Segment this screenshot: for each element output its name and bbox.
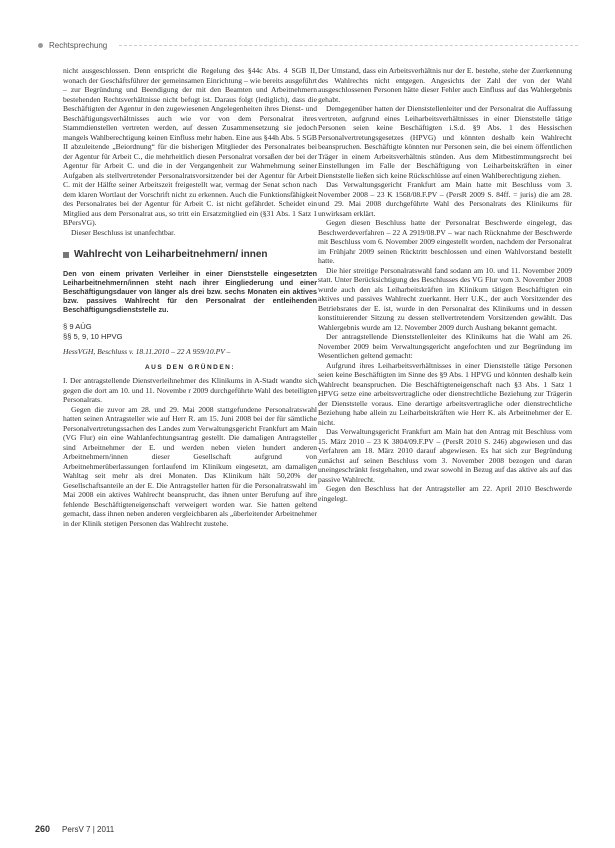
paragraph: I. Der antragstellende Dienstverleihnehmer des Klinikums in A-Stadt wandte sich gegen die dort am 10. und 11. Novembe r 2009 durchgeführte Wahl des beteiligten Personalrats.: [63, 376, 317, 404]
norms-list: [63, 322, 317, 341]
paragraph: Dieser Beschluss ist unanfechtbar.: [71, 227, 176, 237]
square-bullet-icon: [63, 252, 69, 258]
running-header: [38, 38, 578, 52]
paragraph: Gegen diesen Beschluss hatte der Personalrat Beschwerde eingelegt, das Beschwerdeverfahren – 22 A 2919/08.PV – war nach Rücknahme der Beschwerde mit Beschluss vom 6. November 2009 eingestellt worden, nachdem der Personalrat im Frühjahr 2009 seinen Rücktritt beschlossen und einen Wahlvorstand bestellt hatte.: [318, 218, 572, 265]
norm: §§ 5, 9, 10 HPVG: [63, 331, 123, 341]
header-rule: [119, 44, 578, 46]
paragraph: nicht ausgeschlossen. Denn entspricht die Regelung des §44c Abs. 4 SGB II, wonach der Geschäftsführer der gemeinsamen Einrichtung – wie bereits ausgeführt – zur Begründung und Beendigung der mit den Beamten und Arbeitnehmern bestehenden Rechtsverhältnisse nicht befugt ist. Daraus folgt (lediglich), dass die Beschäftigten der Agentur in den zugewiesenen Angelegenheiten ihres Dienst- und Beschäftigungsverhältnisses auch wie vor von dem Personalrat ihres Stammdienstellen vertreten werden, auf dessen Zusammensetzung sie jedoch mangels Wahlberechtigung keinen Einfluss mehr haben. Eine aus §44h Abs. 5 SGB II abzuleitende „Beiordnung“ für die bisherigen Mitglieder des Personalrates bei der Agentur für Arbeit C., die mehrheitlich diesen Personalrat vorsaßen der bei der Agentur für Arbeit C. und die in der Vergangenheit zur Wahrnehmung seiner Aufgaben als stellvertretender Personalratsvorsitzender bei der Agentur für Arbeit C. mit der Hälfte seiner Arbeitszeit freigestellt war, vermag der Senat schon nach dem klaren Wortlaut der Vorschrift nicht zu erkennen. Auch die Funktionsfähigkeit des Personalrates bei der Agentur für Arbeit C. ist nicht gefährdet. Scheidet ein Mitglied aus dem Personalrat aus, so tritt ein Ersatzmitglied ein (§31 Abs. 1 Satz 1 BPersVG).: [63, 66, 317, 227]
page-number: 260: [35, 824, 51, 834]
paragraph: Der Umstand, dass ein Arbeitsverhältnis nur der E. bestehe, stehe der Zuerkennung des Wahlrechts nicht entgegen. Angesichts der Zahl der von der Wahl ausgeschlossenen Personen hätte dieser Fehler auch Einfluss auf das Wahlergebnis gehabt.: [318, 66, 572, 104]
journal-issue: PersV 7 | 2011: [62, 825, 115, 834]
section-heading: [63, 249, 317, 261]
paragraph: Die hier streitige Personalratswahl fand sodann am 10. und 11. November 2009 statt. Unter Berücksichtigung des Beschlusses des VG Flur vom 3. November 2008 wurde auch den als Leiharbeitskräften im Klinikum tätigen Beschäftigten ein aktives und passives Wahlrecht zuerkannt. Herr U.K., der auch Vorsitzender des Betriebsrates der E. ist, wurde in den Personalrat des Klinikums und in dessen konstituierender Sitzung zu dessen stellvertretendem Vorsitzenden gewählt. Das Wahlergebnis wurde am 12. November 2009 durch Aushang bekannt gemacht.: [318, 265, 572, 332]
paragraph: Das Verwaltungsgericht Frankfurt am Main hatte mit Beschluss vom 3. November 2008 – 23 K 1568/08.F.PV – (PersR 2009 S. 84ff. = juris) die am 28. und 29. Mai 2008 durchgeführte Wahl des Personalrats des Klinikums für unwirksam erklärt.: [318, 180, 572, 218]
paragraph: Das Verwaltungsgericht Frankfurt am Main hat den Antrag mit Beschluss vom 15. März 2010 – 23 K 3804/09.F.PV – (PersR 2010 S. 246) abgewiesen und das Verfahren am 18. März 2010 darauf abgewiesen. Es hat sich zur Begründung zunächst auf seinen Beschluss vom 3. November 2008 bezogen und daran uneingeschränkt festgehalten, und zwar sowohl in Bezug auf das aktive als auf das passive Wahlrecht.: [318, 427, 572, 484]
section-label: Rechtsprechung: [49, 40, 108, 50]
grounds-heading: AUS DEN GRÜNDEN:: [144, 363, 236, 371]
section-title: Wahlrecht von Leiharbeitnehmern/ innen: [74, 249, 268, 260]
paragraph: Gegen den Beschluss hat der Antragsteller am 22. April 2010 Beschwerde eingelegt.: [318, 484, 572, 503]
court-citation: HessVGH, Beschluss v. 18.11.2010 – 22 A 959/10.PV –: [63, 347, 231, 356]
paragraph: Der antragstellende Dienststellenleiter des Klinikums hat die Wahl am 26. November 2009 beim Verwaltungsgericht angefochten und zur Begründung im Wesentlichen geltend gemacht:: [318, 332, 572, 360]
paragraph: Aufgrund ihres Leiharbeitsverhältnisses in einer Dienststelle tätige Personen seien keine Beschäftigten im Sinne des §9 Abs. 1 HPVG und könnten deshalb kein Wahlrecht beanspruchen. Die Beschäftigteneigenschaft nach §3 Abs. 1 Satz 1 HPVG setze eine arbeitsvertragliche oder dienstrechtliche Beziehung zur Trägerin der Dienststelle voraus. Eine derartige arbeitsvertragliche oder dienstrechtliche Beziehung habe allein zu Leiharbeitskräften wie Herr K. als Arbeitnehmer der E. nicht.: [318, 360, 572, 427]
headnote: Den von einem privaten Verleiher in einer Dienststelle eingesetzten Leiharbeitnehmern/innen steht nach ihrer Eingliederung und einer Beschäftigungsdauer von länger als drei bzw. sechs Monaten ein aktives bzw. passives Wahlrecht für den Personalrat der entleihenden Beschäftigungsdienststelle zu.: [63, 269, 317, 314]
bullet-icon: [38, 43, 43, 48]
paragraph: Gegen die zuvor am 28. und 29. Mai 2008 stattgefundene Personalratswahl hatten seinen Antragsteller wie auf Herr R. am 15. Juni 2008 bei der für sämtliche Personalvertretungssachen des Landes zum Verwaltungsgericht Frankfurt am Main (VG Flur) ein eine Wahlanfechtungsantrag gestellt. Die damaligen Antragsteller sind Arbeitnehmer der E. und werden neben vielen hundert anderen Arbeitnehmern/innen dieser Gesellschaft aufgrund von Arbeitnehmerüberlassungen fortlaufend im Klinikum eingesetzt, am damaligen Wahltag seit mehr als drei Monaten. Das Klinikum hält 50,20% der Gesellschaftsanteile an der E. Die Antragsteller hatten für die Personalratswahl im Mai 2008 ein aktives Wahlrecht beansprucht, das ihnen unter Berufung auf ihre fehlende Beschäftigteneigenschaft verweigert worden war. Sie hatten geltend gemacht, dass ihnen neben anderen vergleichbaren als „überleitender Arbeitnehmer in der Klinik stetigen Personen das Wahlrecht zustehe.: [63, 404, 317, 528]
norm: § 9 AÜG: [63, 322, 92, 331]
paragraph: Demgegenüber hatten der Dienststellenleiter und der Personalrat die Auffassung vertreten, aufgrund eines Leiharbeitsverhältnisses in einer Dienststelle tätige Personen seien keine Beschäftigten i.S.d. §9 Abs. 1 des Hessischen Personalvertretungsgesetzes (HPVG) und könnten deshalb kein Wahlrecht beanspruchen. Beschäftigte könnten nur Personen sein, die bei einem öffentlichen Träger in einem Arbeitsverhältnis stünden. Aus dem Mitbestimmungsrecht bei Einstellungen im Falle der Beschäftigung von Leiharbeitskräften in einer Dienststelle ließen sich keine Rückschlüsse auf einen Wahlberechtigung ziehen.: [318, 104, 572, 180]
right-column: [318, 66, 572, 503]
page-footer: [35, 824, 595, 834]
left-column: [63, 66, 317, 528]
